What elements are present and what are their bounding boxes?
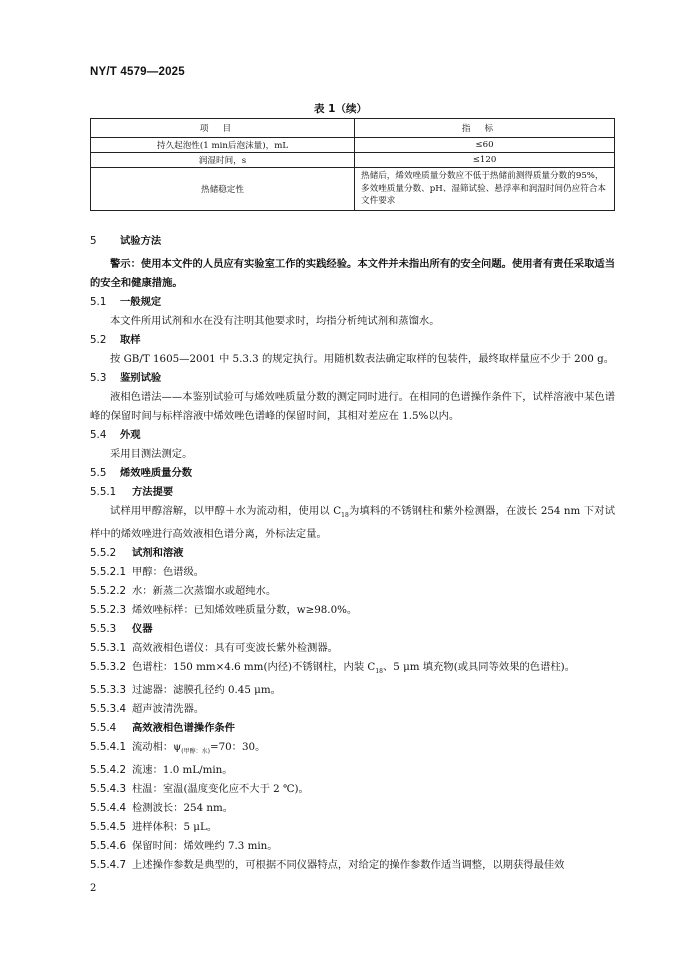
list-item: 5.5.2.3 烯效唑标样：已知烯效唑质量分数，w≥98.0%。 <box>90 604 358 617</box>
col-header-item: 项目 <box>91 119 355 138</box>
section-heading: 5.5.3 仪器 <box>90 623 153 636</box>
section-heading: 5 试验方法 <box>90 235 162 247</box>
list-item: 5.5.3.1 高效液相色谱仪：具有可变波长紫外检测器。 <box>90 642 338 655</box>
section-heading: 5.5 烯效唑质量分数 <box>90 467 193 479</box>
list-item: 5.5.2.2 水：新蒸二次蒸馏水或超纯水。 <box>90 585 277 598</box>
list-item: 5.5.2.1 甲醇：色谱级。 <box>90 566 205 579</box>
list-item: 5.5.4.2 流速：1.0 mL/min。 <box>90 764 233 777</box>
section-heading: 5.5.4 高效液相色谱操作条件 <box>90 722 235 735</box>
list-item: 5.5.3.4 超声波清洗器。 <box>90 703 205 716</box>
table-cell: ≤60 <box>355 138 615 153</box>
list-item: 5.5.4.3 柱温：室温(温度变化应不大于 2 ℃)。 <box>90 783 309 796</box>
table-cell: 热储后，烯效唑质量分数应不低于热储前测得质量分数的95%，多效唑质量分数、pH、湿筛试验、悬浮率和润湿时间仍应符合本文件要求 <box>355 168 615 211</box>
paragraph: 本文件所用试剂和水在没有注明其他要求时，均指分析纯试剂和蒸馏水。 <box>110 315 440 327</box>
section-heading: 5.3 鉴别试验 <box>90 372 162 384</box>
table-caption: 表 1（续） <box>314 103 367 115</box>
table-cell: 持久起泡性(1 min后泡沫量)，mL <box>91 138 355 153</box>
col-header-value: 指标 <box>355 119 615 138</box>
list-item: 5.5.4.5 进样体积：5 μL。 <box>90 821 218 834</box>
table-row <box>91 138 615 153</box>
list-item: 5.5.3.2 色谱柱：150 mm×4.6 mm(内径)不锈钢柱，内装 $C_{18}$、5 μm 填充物(或具同等效果的色谱柱)。 <box>90 661 575 676</box>
section-heading: 5.4 外观 <box>90 429 141 441</box>
section-heading: 5.5.2 试剂和溶液 <box>90 547 184 560</box>
document-header: NY/T 4579—2025 <box>90 66 185 78</box>
warning-text: 警示：使用本文件的人员应有实验室工作的实践经验。本文件并未指出所有的安全问题。使用者有责任采取适当的安全和健康措施。 <box>90 258 615 289</box>
table-cell: 润湿时间，s <box>91 153 355 168</box>
section-heading: 5.2 取样 <box>90 334 141 346</box>
list-item: 5.5.4.4 检测波长：254 nm。 <box>90 802 234 815</box>
table-row <box>91 168 615 211</box>
list-item: 5.5.4.6 保留时间：烯效唑约 7.3 min。 <box>90 840 278 853</box>
table-row <box>91 153 615 168</box>
body-content <box>90 232 615 875</box>
list-item: 5.5.4.1 流动相：$\psi_{(甲醇:水)}=70$：30。 <box>90 741 266 756</box>
paragraph: 采用目测法测定。 <box>110 448 193 460</box>
table-cell: 热储稳定性 <box>91 168 355 211</box>
list-item: 5.5.3.3 过滤器：滤膜孔径约 0.45 μm。 <box>90 684 281 697</box>
table-header-row <box>91 119 615 138</box>
spec-table <box>90 118 615 211</box>
page-number: 2 <box>90 883 97 894</box>
section-heading: 5.5.1 方法提要 <box>90 486 174 498</box>
paragraph: 液相色谱法——本鉴别试验可与烯效唑质量分数的测定同时进行。在相同的色谱操作条件下，试样溶液中某色谱峰的保留时间与标样溶液中烯效唑色谱峰的保留时间，其相对差应在 1.5%以内。 <box>90 391 615 422</box>
list-item: 5.5.4.7 上述操作参数是典型的，可根据不同仪器特点，对给定的操作参数作适当调整，以期获得最佳效 <box>90 859 565 872</box>
paragraph: 按 GB/T 1605—2001 中 5.3.3 的规定执行。用随机数表法确定取样的包装件，最终取样量应不少于 200 g。 <box>110 353 614 365</box>
table-cell: ≤120 <box>355 153 615 168</box>
section-heading: 5.1 一般规定 <box>90 296 162 308</box>
paragraph: 试样用甲醇溶解，以甲醇＋水为流动相，使用以 $C_{18}$为填料的不锈钢柱和紫外检测器，在波长 254 nm 下对试样中的烯效唑进行高效液相色谱分离，外标法定量。 <box>90 505 615 541</box>
